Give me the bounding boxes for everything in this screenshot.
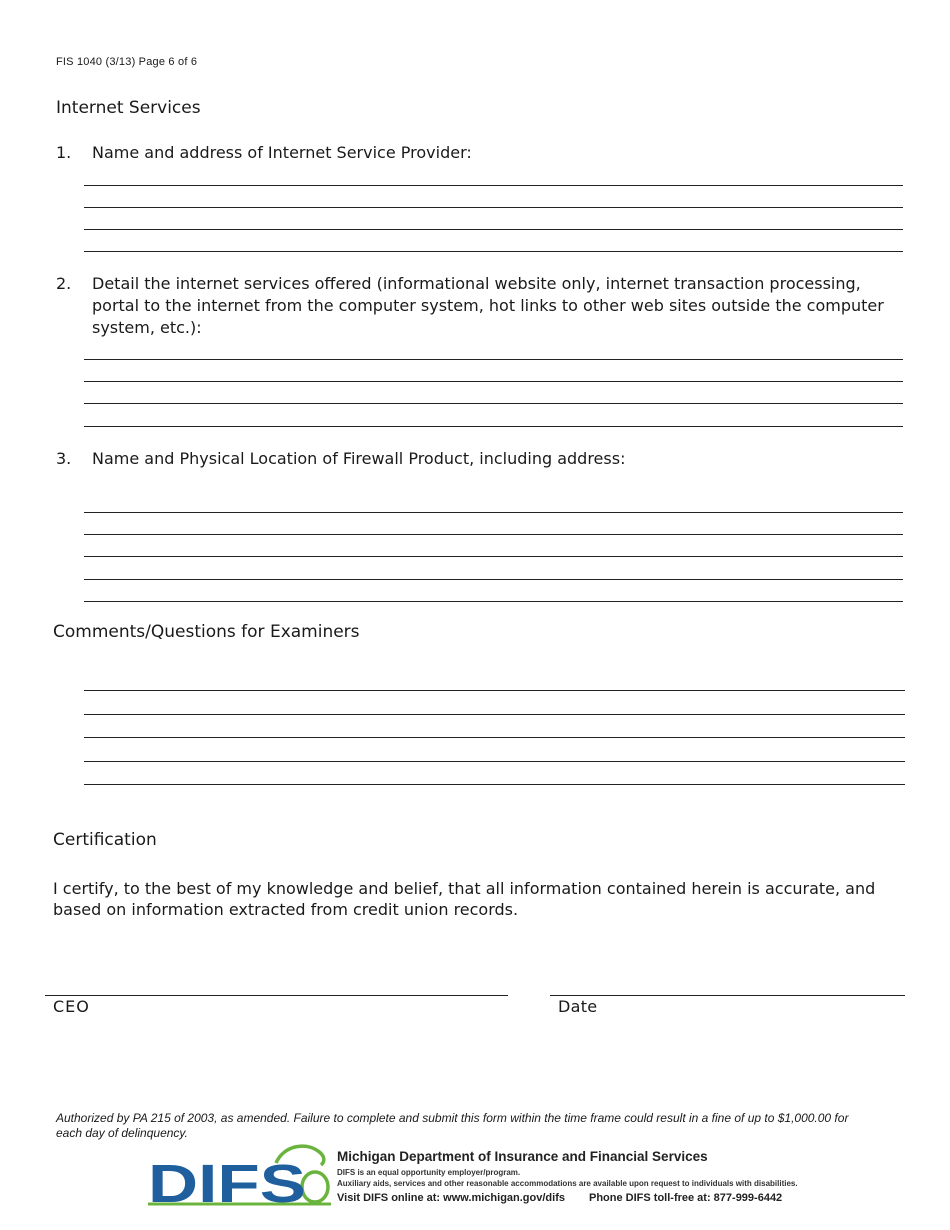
date-label: Date <box>558 997 598 1016</box>
answer-line[interactable] <box>84 512 903 513</box>
comment-line[interactable] <box>84 784 905 785</box>
website-text: Visit DIFS online at: www.michigan.gov/difs <box>337 1192 565 1204</box>
question-text-line-2: portal to the internet from the computer system, hot links to other web sites outside the computer <box>92 296 884 315</box>
form-id: FIS 1040 (3/13) Page 6 of 6 <box>56 56 198 68</box>
question-1 <box>56 142 916 164</box>
section-title-internet-services: Internet Services <box>56 98 201 118</box>
answer-line[interactable] <box>84 251 903 252</box>
question-text-line-3: system, etc.): <box>92 318 202 337</box>
question-number: 2. <box>56 274 72 293</box>
legal-notice-line-2: each day of delinquency. <box>56 1126 188 1140</box>
answer-line[interactable] <box>84 381 903 382</box>
section-title-certification: Certification <box>53 830 157 850</box>
answer-line[interactable] <box>84 534 903 535</box>
question-text: Name and Physical Location of Firewall Product, including address: <box>92 449 626 468</box>
answer-line[interactable] <box>84 556 903 557</box>
comment-line[interactable] <box>84 737 905 738</box>
difs-logo <box>148 1143 333 1207</box>
question-number: 1. <box>56 143 72 162</box>
comment-line[interactable] <box>84 761 905 762</box>
answer-line[interactable] <box>84 185 903 186</box>
answer-line[interactable] <box>84 359 903 360</box>
certification-text-line-1: I certify, to the best of my knowledge and belief, that all information contained herein is accurate, and <box>53 879 876 898</box>
legal-notice-line-1: Authorized by PA 215 of 2003, as amended. Failure to complete and submit this form within the time frame could result in a fine of up to $1,000.00 for <box>56 1111 849 1125</box>
comment-line[interactable] <box>84 714 905 715</box>
answer-line[interactable] <box>84 403 903 404</box>
question-2 <box>56 273 916 339</box>
accommodations-text: Auxiliary aids, services and other reasonable accommodations are available upon request to individuals with disabilities. <box>337 1179 798 1188</box>
equal-opportunity-text: DIFS is an equal opportunity employer/program. <box>337 1168 521 1177</box>
comment-line[interactable] <box>84 690 905 691</box>
ceo-label: CEO <box>53 997 90 1016</box>
ceo-signature-line[interactable] <box>45 995 508 996</box>
date-signature-line[interactable] <box>550 995 905 996</box>
answer-line[interactable] <box>84 426 903 427</box>
logo-text: DIFS <box>148 1154 306 1207</box>
phone-text: Phone DIFS toll-free at: 877-999-6442 <box>589 1192 783 1204</box>
section-title-comments: Comments/Questions for Examiners <box>53 622 360 642</box>
question-number: 3. <box>56 449 72 468</box>
question-text-line-1: Detail the internet services offered (informational website only, internet transaction processing, <box>92 274 861 293</box>
certification-text-line-2: based on information extracted from credit union records. <box>53 900 519 919</box>
legal-notice <box>56 1111 896 1141</box>
answer-line[interactable] <box>84 601 903 602</box>
question-text: Name and address of Internet Service Provider: <box>92 143 472 162</box>
answer-line[interactable] <box>84 207 903 208</box>
answer-line[interactable] <box>84 229 903 230</box>
org-name: Michigan Department of Insurance and Financial Services <box>337 1149 708 1164</box>
difs-logo-icon <box>148 1143 333 1207</box>
certification-text <box>53 878 923 920</box>
answer-line[interactable] <box>84 579 903 580</box>
question-3 <box>56 448 916 470</box>
